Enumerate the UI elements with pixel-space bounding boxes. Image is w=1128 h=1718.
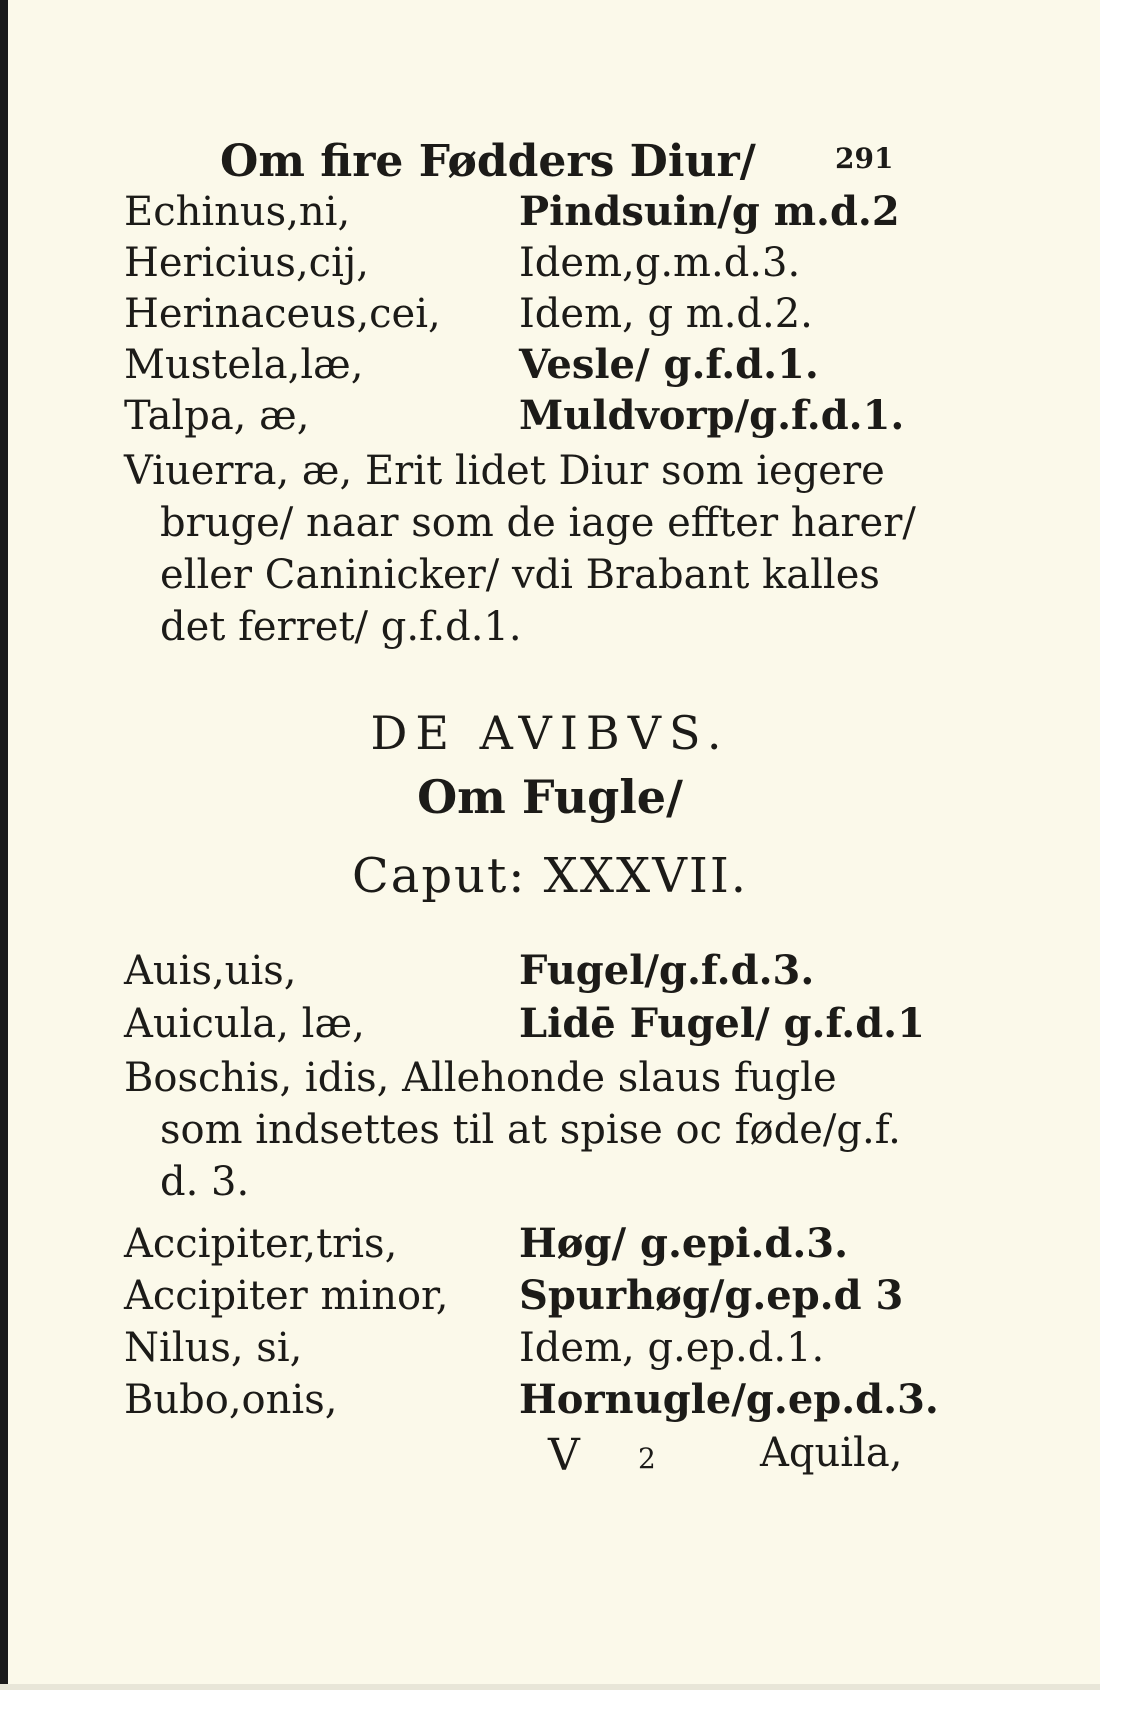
page-bottom-edge (0, 1684, 1100, 1690)
running-header (220, 136, 940, 187)
danish-term: Vesle/ g.f.d.1. (519, 341, 819, 388)
entry-line: det ferret/ g.f.d.1. (160, 604, 522, 650)
entry-row (124, 945, 944, 997)
latin-term: Accipiter minor, (124, 1273, 449, 1319)
danish-term: Lidē Fugel/ g.f.d.1 (519, 1000, 925, 1047)
entry-row (124, 339, 944, 391)
danish-term: Pindsuin/g m.d.2 (519, 188, 900, 235)
entry-row (124, 1322, 944, 1374)
section-heading-danish: Om Fugle/ (417, 770, 683, 824)
danish-term: Idem, g.ep.d.1. (519, 1325, 825, 1371)
latin-term: Hericius,cij, (124, 240, 369, 286)
danish-term: Hornugle/g.ep.d.3. (519, 1376, 939, 1423)
danish-term: Idem, g m.d.2. (519, 291, 813, 337)
entry-line: Viuerra, æ, Erit lidet Diur som iegere (124, 448, 885, 494)
latin-term: Talpa, æ, (124, 393, 310, 439)
danish-term: Spurhøg/g.ep.d 3 (519, 1272, 904, 1319)
entry-row (124, 1270, 944, 1322)
chapter-heading: Caput: XXXVII. (351, 848, 749, 904)
signature-mark: V (548, 1430, 580, 1481)
header-title: Om fire Fødders Diur/ (220, 136, 756, 187)
entry-row (124, 390, 944, 442)
latin-term: Auis,uis, (124, 948, 297, 994)
latin-term: Auicula, læ, (124, 1001, 365, 1047)
section-heading-latin: DE AVIBVS. (370, 706, 730, 760)
entry-line: Boschis, idis, Allehonde slaus fugle (124, 1055, 837, 1101)
latin-term: Herinaceus,cei, (124, 291, 441, 337)
danish-term: Høg/ g.epi.d.3. (519, 1220, 849, 1267)
latin-term: Echinus,ni, (124, 189, 351, 235)
page-footer (0, 1430, 1100, 1490)
danish-term: Idem,g.m.d.3. (519, 240, 801, 286)
latin-term: Nilus, si, (124, 1325, 303, 1371)
entry-row (124, 186, 944, 238)
catchword: Aquila, (760, 1430, 903, 1476)
signature-number: 2 (638, 1442, 656, 1475)
entry-row (124, 237, 944, 289)
danish-term: Muldvorp/g.f.d.1. (519, 392, 905, 439)
entry-line: som indsettes til at spise oc føde/g.f. (160, 1107, 901, 1153)
entry-row (124, 1374, 944, 1426)
boschis-entry (124, 1052, 944, 1208)
latin-term: Accipiter,tris, (124, 1221, 398, 1267)
latin-term: Bubo,onis, (124, 1377, 338, 1423)
entry-line: d. 3. (160, 1159, 250, 1205)
entry-line: bruge/ naar som de iage effter harer/ (160, 500, 916, 546)
entry-row (124, 288, 944, 340)
danish-term: Fugel/g.f.d.3. (519, 947, 815, 994)
entry-line: eller Caninicker/ vdi Brabant kalles (160, 552, 880, 598)
page-number: 291 (835, 142, 894, 175)
latin-term: Mustela,læ, (124, 342, 364, 388)
entry-row (124, 1218, 944, 1270)
viuerra-entry (124, 445, 944, 653)
entry-row (124, 998, 944, 1050)
